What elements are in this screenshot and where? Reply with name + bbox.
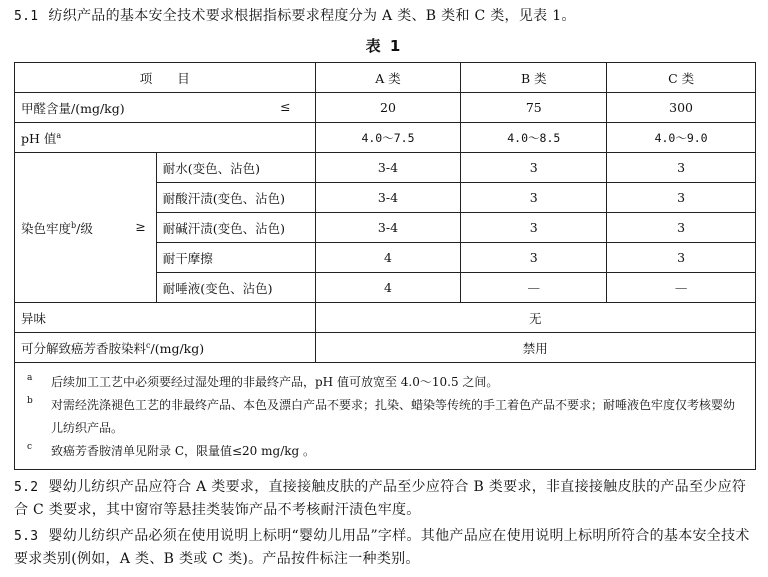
colorfastness-c: 3 — [607, 213, 756, 243]
note-text: 对需经洗涤褪色工艺的非最终产品、本色及漂白产品不要求；扎染、蜡染等传统的手工着色产品不要求；耐唾液色牢度仅考核婴幼儿纺织产品。 — [51, 398, 736, 435]
ph-c: 4.0～9.0 — [607, 123, 756, 153]
note-mark: c — [27, 442, 33, 452]
colorfastness-item: 耐碱汗渍(变色、沾色) — [156, 213, 315, 243]
header-row — [15, 63, 756, 93]
colorfastness-b: 3 — [461, 153, 607, 183]
note-text: 后续加工工艺中必须要经过湿处理的非最终产品，pH 值可放宽至 4.0～10.5 之间。 — [51, 375, 499, 389]
colorfastness-label: 染色牢度 — [21, 220, 72, 236]
colorfastness-b: 3 — [461, 183, 607, 213]
header-class-a: A 类 — [315, 63, 461, 93]
formaldehyde-label: 甲醛含量/(mg/kg) — [21, 100, 125, 116]
colorfastness-label-cell — [15, 153, 157, 303]
odor-row — [15, 303, 756, 333]
colorfastness-c: — — [607, 273, 756, 303]
colorfastness-item: 耐干摩擦 — [156, 243, 315, 273]
colorfastness-b: 3 — [461, 243, 607, 273]
note-mark: b — [27, 396, 33, 406]
colorfastness-item: 耐酸汗渍(变色、沾色) — [156, 183, 315, 213]
colorfastness-b: — — [461, 273, 607, 303]
note-mark: a — [27, 373, 33, 383]
formaldehyde-b: 75 — [461, 93, 607, 123]
azo-value: 禁用 — [315, 333, 755, 363]
colorfastness-c: 3 — [607, 153, 756, 183]
colorfastness-unit: /级 — [76, 220, 93, 236]
table-note — [27, 440, 745, 463]
colorfastness-row — [15, 153, 756, 183]
colorfastness-c: 3 — [607, 243, 756, 273]
colorfastness-a: 3-4 — [315, 153, 461, 183]
azo-label: 可分解致癌芳香胺染料 — [21, 340, 147, 356]
table-notes — [15, 363, 756, 470]
colorfastness-a: 3-4 — [315, 213, 461, 243]
colorfastness-a: 4 — [315, 273, 461, 303]
table-note — [27, 394, 745, 440]
section-number: 5.3 — [14, 529, 39, 544]
ph-label: pH 值 — [21, 130, 57, 146]
odor-value: 无 — [315, 303, 755, 333]
note-text: 致癌芳香胺清单见附录 C，限量值≤20 mg/kg 。 — [51, 444, 316, 458]
formaldehyde-row — [15, 93, 756, 123]
colorfastness-b: 3 — [461, 213, 607, 243]
section-text: 婴幼儿纺织产品必须在使用说明上标明“婴幼儿用品”字样。其他产品应在使用说明上标明所符合的基本安全技术要求类别(例如，A 类、B 类或 C 类)。产品按件标注一种类别。 — [14, 528, 750, 567]
azo-unit: /(mg/kg) — [150, 340, 205, 356]
header-class-c: C 类 — [607, 63, 756, 93]
colorfastness-a: 3-4 — [315, 183, 461, 213]
footnote-mark: c — [146, 340, 151, 350]
ph-a: 4.0～7.5 — [315, 123, 461, 153]
ph-row — [15, 123, 756, 153]
colorfastness-item: 耐唾液(变色、沾色) — [156, 273, 315, 303]
azo-row — [15, 333, 756, 363]
colorfastness-item: 耐水(变色、沾色) — [156, 153, 315, 183]
section-number: 5.2 — [14, 480, 39, 495]
section-text: 婴幼儿纺织产品应符合 A 类要求，直接接触皮肤的产品至少应符合 B 类要求，非直接接触皮肤的产品至少应符合 C 类要求，其中窗帘等悬挂类装饰产品不考核耐汗渍色牢度。 — [14, 479, 747, 518]
formaldehyde-c: 300 — [607, 93, 756, 123]
section-number: 5.1 — [14, 9, 39, 24]
footnote-mark: a — [56, 130, 62, 140]
section-text: 纺织产品的基本安全技术要求根据指标要求程度分为 A 类、B 类和 C 类，见表 1。 — [48, 8, 576, 24]
formaldehyde-label-cell — [15, 93, 316, 123]
table-title: 表 1 — [365, 37, 403, 55]
header-class-b: B 类 — [461, 63, 607, 93]
section-5-3 — [14, 525, 756, 570]
less-equal-symbol: ≤ — [280, 98, 291, 114]
colorfastness-a: 4 — [315, 243, 461, 273]
colorfastness-c: 3 — [607, 183, 756, 213]
safety-requirements-table — [14, 62, 756, 470]
ph-label-cell — [15, 123, 316, 153]
greater-equal-symbol: ≥ — [135, 218, 146, 234]
section-5-2 — [14, 476, 756, 521]
odor-label: 异味 — [15, 303, 316, 333]
notes-row — [15, 363, 756, 470]
section-5-1 — [14, 5, 756, 28]
header-item: 项 目 — [15, 63, 316, 93]
footnote-mark: b — [71, 220, 77, 230]
table-note — [27, 371, 745, 394]
ph-b: 4.0～8.5 — [461, 123, 607, 153]
azo-label-cell — [15, 333, 316, 363]
formaldehyde-a: 20 — [315, 93, 461, 123]
